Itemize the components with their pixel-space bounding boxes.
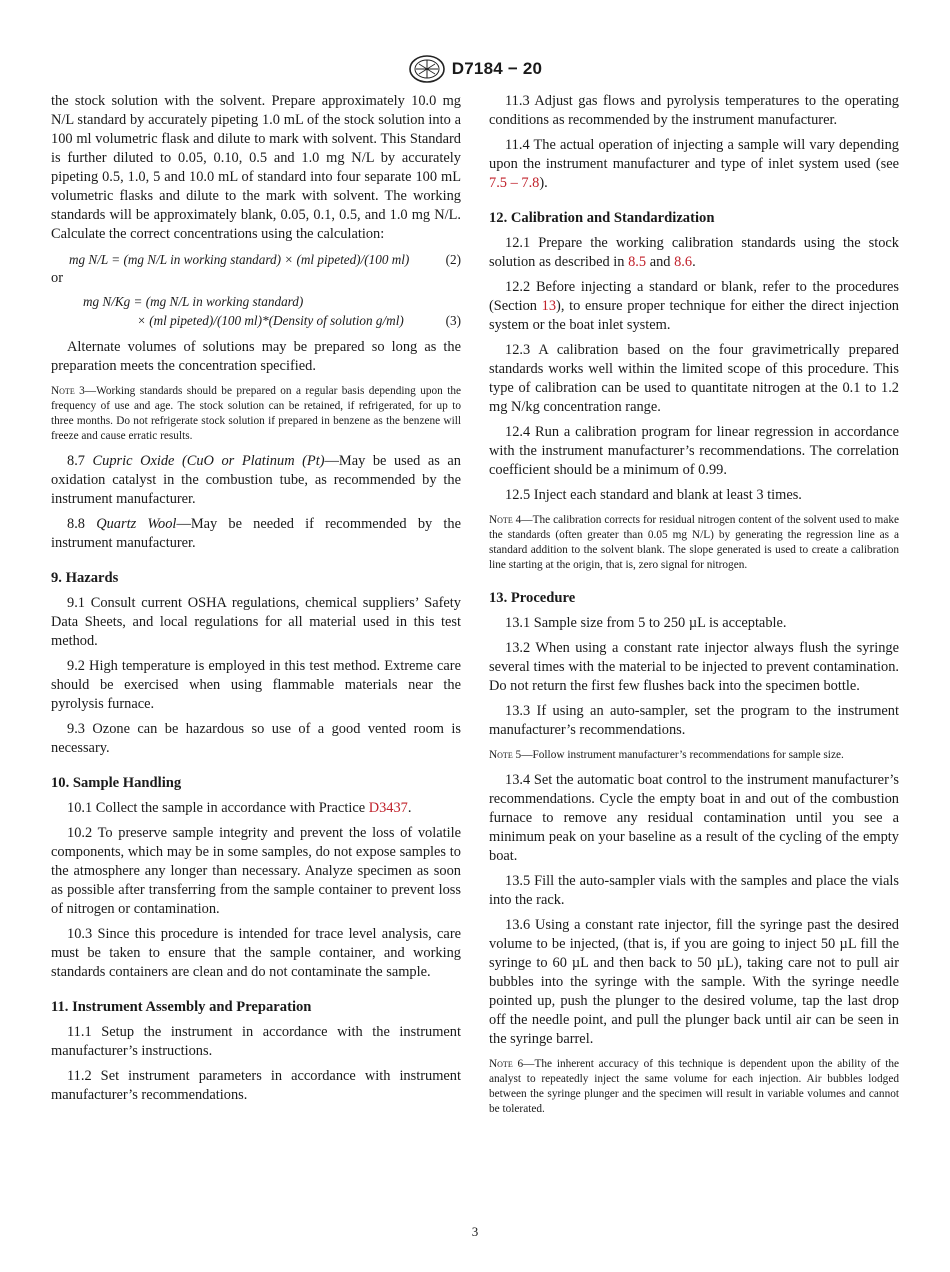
note-3-label: Note 3 bbox=[51, 385, 85, 397]
or-text: or bbox=[51, 270, 63, 286]
paragraph-12-1-and: and bbox=[646, 254, 675, 270]
page-number: 3 bbox=[471, 1224, 479, 1239]
link-section-13[interactable]: 13 bbox=[541, 298, 557, 314]
paragraph-10-1-text: 10.1 Collect the sample in accordance with Practice bbox=[67, 800, 369, 816]
note-6-text: —The inherent accuracy of this technique is dependent upon the ability of the analyst to repeatedly inject the same volume for each injection. Air bubbles lodged between the syringe plunger and the specimen will result in variable volumes and cannot be tolerated. bbox=[489, 1058, 899, 1115]
note-4 bbox=[489, 513, 899, 573]
heading-hazards: 9. Hazards bbox=[51, 570, 119, 586]
paragraph-12-1 bbox=[489, 234, 899, 272]
page-header bbox=[0, 54, 950, 84]
link-8-6[interactable]: 8.6 bbox=[674, 254, 693, 270]
note-6-label: Note 6 bbox=[489, 1058, 524, 1070]
paragraph-12-1-end: . bbox=[692, 254, 696, 270]
link-8-5[interactable]: 8.5 bbox=[628, 254, 647, 270]
note-5-text: —Follow instrument manufacturer’s recommendations for sample size. bbox=[521, 749, 844, 761]
note-3 bbox=[51, 384, 461, 444]
note-5 bbox=[489, 748, 899, 763]
heading-calibration: 12. Calibration and Standardization bbox=[489, 210, 715, 226]
note-4-text: —The calibration corrects for residual nitrogen content of the solvent used to make the standards (often greater than 0.05 mg N/L) by generating the regression line as a standard addition to the solvent blank. The slope generated is used to create a calibration line starting at the origin, that is, zero signal for nitrogen. bbox=[489, 514, 899, 571]
paragraph-11-4-text: 11.4 The actual operation of injecting a sample will vary depending upon the instrument manufacturer and type of inlet system used (see bbox=[489, 137, 899, 172]
equation-3-line1: mg N/Kg = (mg N/L in working standard) bbox=[83, 294, 304, 309]
paragraph-10-1-end: . bbox=[407, 800, 412, 816]
equation-2 bbox=[51, 250, 461, 269]
paragraph-9-3: 9.3 Ozone can be hazardous so use of a good vented room is necessary. bbox=[51, 721, 461, 756]
paragraph-10-2: 10.2 To preserve sample integrity and prevent the loss of volatile components, which may be in some samples, do not expose samples to the atmosphere any longer than necessary. Analyze specimen as soon as possible after transferring from the sample container to prevent loss of nitrogen or contamination. bbox=[51, 825, 461, 917]
paragraph-8-7-number: 8.7 bbox=[67, 453, 85, 469]
paragraph-stock-solution: the stock solution with the solvent. Prepare approximately 10.0 mg N/L standard by accurately pipeting 1.0 mL of the stock solution into a 100 ml volumetric flask and dilute to mark with solvent. This Standard is further diluted to 0.05, 0.10, 0.5 and 1.0 mg N/L by accurately pipeting 0.5, 1.0, 5 and 10.0 mL of standard into four separate 100 mL volumetric flasks and dilute to the mark with solvent. The working standards will be approximately blank, 0.05, 0.1, 0.5, and 1.0 mg N/L. Calculate the correct concentrations using the calculation: bbox=[51, 93, 461, 242]
link-7-5-7-8[interactable]: 7.5 – 7.8 bbox=[489, 175, 540, 191]
paragraph-13-2: 13.2 When using a constant rate injector always flush the syringe several times with the material to be injected to prevent contamination. Do not return the first few flushes back into the specimen bottle. bbox=[489, 640, 899, 694]
paragraph-11-3: 11.3 Adjust gas flows and pyrolysis temperatures to the operating conditions as recommended by the instrument manufacturer. bbox=[489, 93, 899, 128]
left-column bbox=[51, 92, 461, 1111]
paragraph-11-1: 11.1 Setup the instrument in accordance with the instrument manufacturer’s instructions. bbox=[51, 1024, 461, 1059]
paragraph-8-7-text: —May be used as an oxidation catalyst in the combustion tube, as recommended by the instrument manufacturer. bbox=[51, 453, 461, 507]
paragraph-8-8-title: Quartz Wool bbox=[96, 516, 177, 532]
paragraph-13-3: 13.3 If using an auto-sampler, set the program to the instrument manufacturer’s recommendations. bbox=[489, 703, 899, 738]
link-d3437[interactable]: D3437 bbox=[368, 800, 408, 816]
paragraph-11-4-end: ). bbox=[539, 175, 548, 191]
heading-procedure: 13. Procedure bbox=[489, 590, 576, 606]
equation-3-number: (3) bbox=[445, 313, 461, 328]
paragraph-12-2-end: ), to ensure proper technique for either the direct injection system or the boat inlet system. bbox=[489, 298, 899, 333]
paragraph-12-5: 12.5 Inject each standard and blank at least 3 times. bbox=[505, 487, 802, 503]
astm-logo-icon bbox=[408, 54, 446, 84]
note-3-text: —Working standards should be prepared on a regular basis depending upon the frequency of use and age. The stock solution can be retained, if refrigerated, for up to three months. Do not refrigerate stock solution if prepared in benzene as the benzene will freeze and cause erratic results. bbox=[51, 385, 461, 442]
equation-3-line2: × (ml pipeted)/(100 ml)*(Density of solution g/ml) bbox=[137, 313, 404, 328]
paragraph-13-6: 13.6 Using a constant rate injector, fill the syringe past the desired volume to be injected, (that is, if you are going to inject 50 µL fill the syringe to 60 µL and then back to 50 µL), taking care not to pull air bubbles into the syringe with the sample. With the syringe needle pointed up, push the plunger to the desired volume, tap the last drop off the needle point, and pull the plunger back until air can be seen in the syringe barrel. bbox=[489, 917, 899, 1047]
note-4-label: Note 4 bbox=[489, 514, 522, 526]
paragraph-12-4: 12.4 Run a calibration program for linear regression in accordance with the instrument manufacturer’s recommendations. The correlation coefficient should be a minimum of 0.99. bbox=[489, 424, 899, 478]
heading-sample-handling: 10. Sample Handling bbox=[51, 775, 182, 791]
paragraph-alternate-volumes: Alternate volumes of solutions may be prepared so long as the preparation meets the concentration specified. bbox=[51, 339, 461, 374]
right-column bbox=[489, 92, 899, 1125]
paragraph-13-1: 13.1 Sample size from 5 to 250 µL is acceptable. bbox=[505, 615, 787, 631]
paragraph-8-8-number: 8.8 bbox=[67, 516, 85, 532]
paragraph-13-4: 13.4 Set the automatic boat control to the instrument manufacturer’s recommendations. Cycle the empty boat in and out of the combustion furnace to remove any residual contamination until you see a minimum peak on your baseline as a result of the cycling of the empty boat. bbox=[489, 772, 899, 864]
paragraph-11-4 bbox=[489, 136, 899, 193]
paragraph-8-8 bbox=[51, 515, 461, 553]
paragraph-12-2-text: 12.2 Before injecting a standard or blank, refer to the procedures (Section bbox=[489, 279, 899, 314]
note-5-label: Note 5 bbox=[489, 749, 522, 761]
paragraph-12-3: 12.3 A calibration based on the four gravimetrically prepared standards works well within the limited scope of this procedure. This type of calibration can be used to quantitate nitrogen at the 0.1 to 1.2 mg N/kg concentration range. bbox=[489, 342, 899, 415]
paragraph-10-3: 10.3 Since this procedure is intended for trace level analysis, care must be taken to ensure that the sample container, and working standards containers are clean and do not contaminate the sample. bbox=[51, 926, 461, 980]
heading-instrument-assembly: 11. Instrument Assembly and Preparation bbox=[51, 999, 312, 1015]
equation-3 bbox=[51, 292, 461, 330]
paragraph-12-2 bbox=[489, 278, 899, 335]
paragraph-8-7-title: Cupric Oxide (CuO or Platinum (Pt) bbox=[92, 453, 325, 469]
equation-2-number: (2) bbox=[445, 252, 461, 267]
paragraph-8-8-text: —May be needed if recommended by the instrument manufacturer. bbox=[51, 516, 461, 551]
equation-2-formula: mg N/L = (mg N/L in working standard) × (ml pipeted)/(100 ml) bbox=[69, 252, 410, 267]
paragraph-13-5: 13.5 Fill the auto-sampler vials with the samples and place the vials into the rack. bbox=[489, 873, 899, 908]
document-id: D7184 − 20 bbox=[451, 59, 543, 78]
paragraph-9-1: 9.1 Consult current OSHA regulations, chemical suppliers’ Safety Data Sheets, and local regulations for all material used in this test method. bbox=[51, 595, 461, 649]
paragraph-10-1 bbox=[51, 799, 461, 818]
paragraph-8-7 bbox=[51, 452, 461, 509]
paragraph-11-2: 11.2 Set instrument parameters in accordance with instrument manufacturer’s recommendations. bbox=[51, 1068, 461, 1103]
paragraph-12-1-text: 12.1 Prepare the working calibration standards using the stock solution as described in bbox=[489, 235, 899, 270]
paragraph-9-2: 9.2 High temperature is employed in this test method. Extreme care should be exercised when using flammable materials near the pyrolysis furnace. bbox=[51, 658, 461, 712]
note-6 bbox=[489, 1057, 899, 1117]
